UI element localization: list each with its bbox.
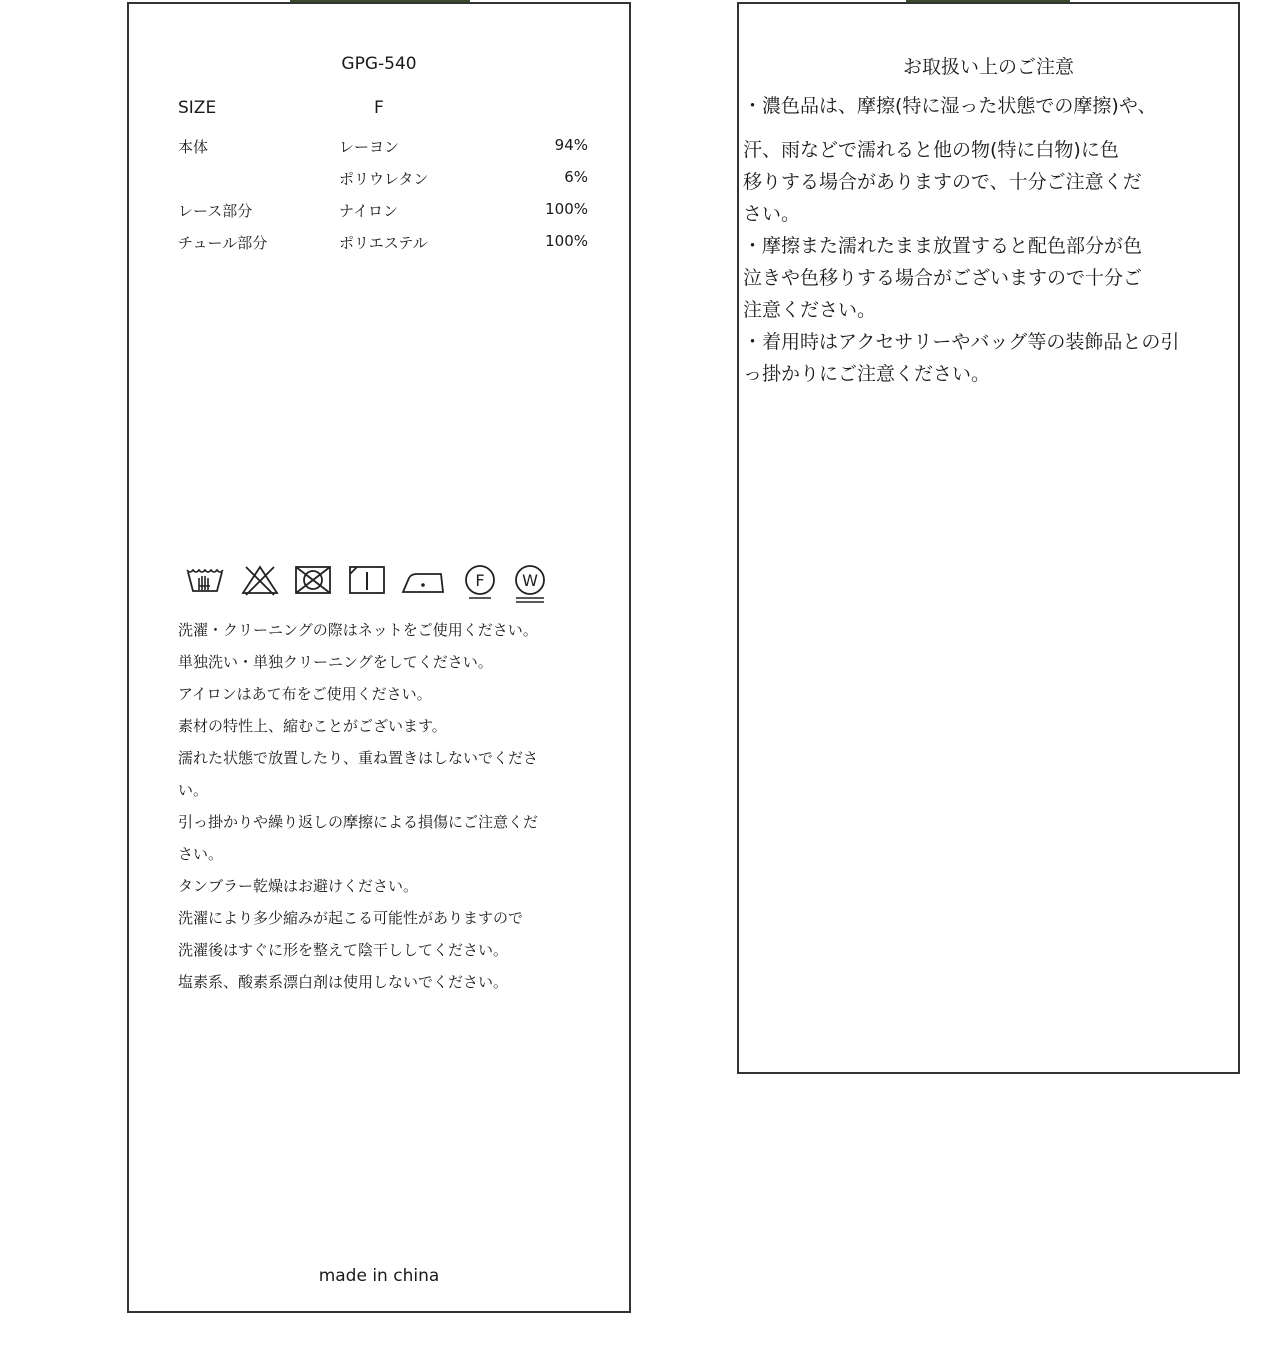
wet-clean-letter: W xyxy=(522,571,538,590)
composition-row xyxy=(178,168,588,200)
care-label-card xyxy=(127,2,631,1313)
care-note: 引っ掛かりや繰り返しの摩擦による損傷にご注意くだ xyxy=(178,813,539,831)
size-label: SIZE xyxy=(178,98,217,118)
wet-clean-w-icon xyxy=(510,564,550,604)
notice-line: 移りする場合がありますので、十分ご注意くだ xyxy=(743,171,1142,193)
notice-title: お取扱い上のご注意 xyxy=(902,56,1074,78)
hand-wash-icon xyxy=(185,564,225,596)
dry-clean-letter: F xyxy=(475,571,485,590)
care-note: 単独洗い・単独クリーニングをしてください。 xyxy=(178,653,493,671)
composition-material: レーヨン xyxy=(339,138,400,156)
notice-line: 泣きや色移りする場合がございますので十分ご xyxy=(743,267,1143,289)
composition-percent: 100% xyxy=(545,232,588,250)
composition-table xyxy=(178,136,588,264)
line-dry-shade-icon xyxy=(347,564,387,596)
composition-material: ナイロン xyxy=(339,202,398,220)
care-note: タンブラー乾燥はお避けください。 xyxy=(178,877,419,895)
composition-part: レース部分 xyxy=(178,202,253,220)
composition-part: 本体 xyxy=(178,138,209,156)
composition-row xyxy=(178,200,588,232)
care-note: アイロンはあて布をご使用ください。 xyxy=(178,685,432,703)
care-note: 濡れた状態で放置したり、重ね置きはしないでくださ xyxy=(178,749,539,767)
composition-material: ポリエステル xyxy=(339,234,428,252)
iron-low-icon xyxy=(399,564,447,596)
composition-percent: 94% xyxy=(554,136,588,154)
no-tumble-dry-icon xyxy=(293,564,333,596)
composition-part: チュール部分 xyxy=(178,234,268,252)
composition-percent: 100% xyxy=(545,200,588,218)
notice-line: 汗、雨などで濡れると他の物(特に白物)に色 xyxy=(743,139,1119,161)
care-note: 素材の特性上、縮むことがございます。 xyxy=(178,717,447,735)
handling-notice-card xyxy=(737,2,1240,1074)
notice-line: ・摩擦また濡れたまま放置すると配色部分が色 xyxy=(743,235,1143,257)
notice-line: ・着用時はアクセサリーやバッグ等の装飾品との引 xyxy=(743,331,1180,353)
notice-line: さい。 xyxy=(743,203,801,225)
product-code: GPG-540 xyxy=(341,54,417,74)
dry-clean-f-icon xyxy=(461,564,499,600)
country-of-origin: made in china xyxy=(318,1266,440,1286)
notice-line: っ掛かりにご注意ください。 xyxy=(743,363,991,385)
care-note: 洗濯により多少縮みが起こる可能性がありますので xyxy=(178,909,524,927)
composition-percent: 6% xyxy=(564,168,588,186)
composition-material: ポリウレタン xyxy=(339,170,429,188)
no-bleach-icon xyxy=(240,564,280,596)
composition-row xyxy=(178,232,588,264)
size-value: F xyxy=(374,98,384,118)
care-note: さい。 xyxy=(178,845,224,863)
notice-line: ・濃色品は、摩擦(特に湿った状態での摩擦)や、 xyxy=(743,95,1157,117)
care-note: い。 xyxy=(178,781,209,799)
care-note: 洗濯後はすぐに形を整えて陰干ししてください。 xyxy=(178,941,509,959)
composition-row xyxy=(178,136,588,168)
notice-gap xyxy=(743,122,1213,134)
care-note: 洗濯・クリーニングの際はネットをご使用ください。 xyxy=(178,621,538,639)
size-row xyxy=(178,98,588,124)
notice-body xyxy=(743,90,1213,390)
care-instructions xyxy=(178,614,568,998)
notice-line: 注意ください。 xyxy=(743,299,877,321)
care-note: 塩素系、酸素系漂白剤は使用しないでください。 xyxy=(178,973,509,991)
